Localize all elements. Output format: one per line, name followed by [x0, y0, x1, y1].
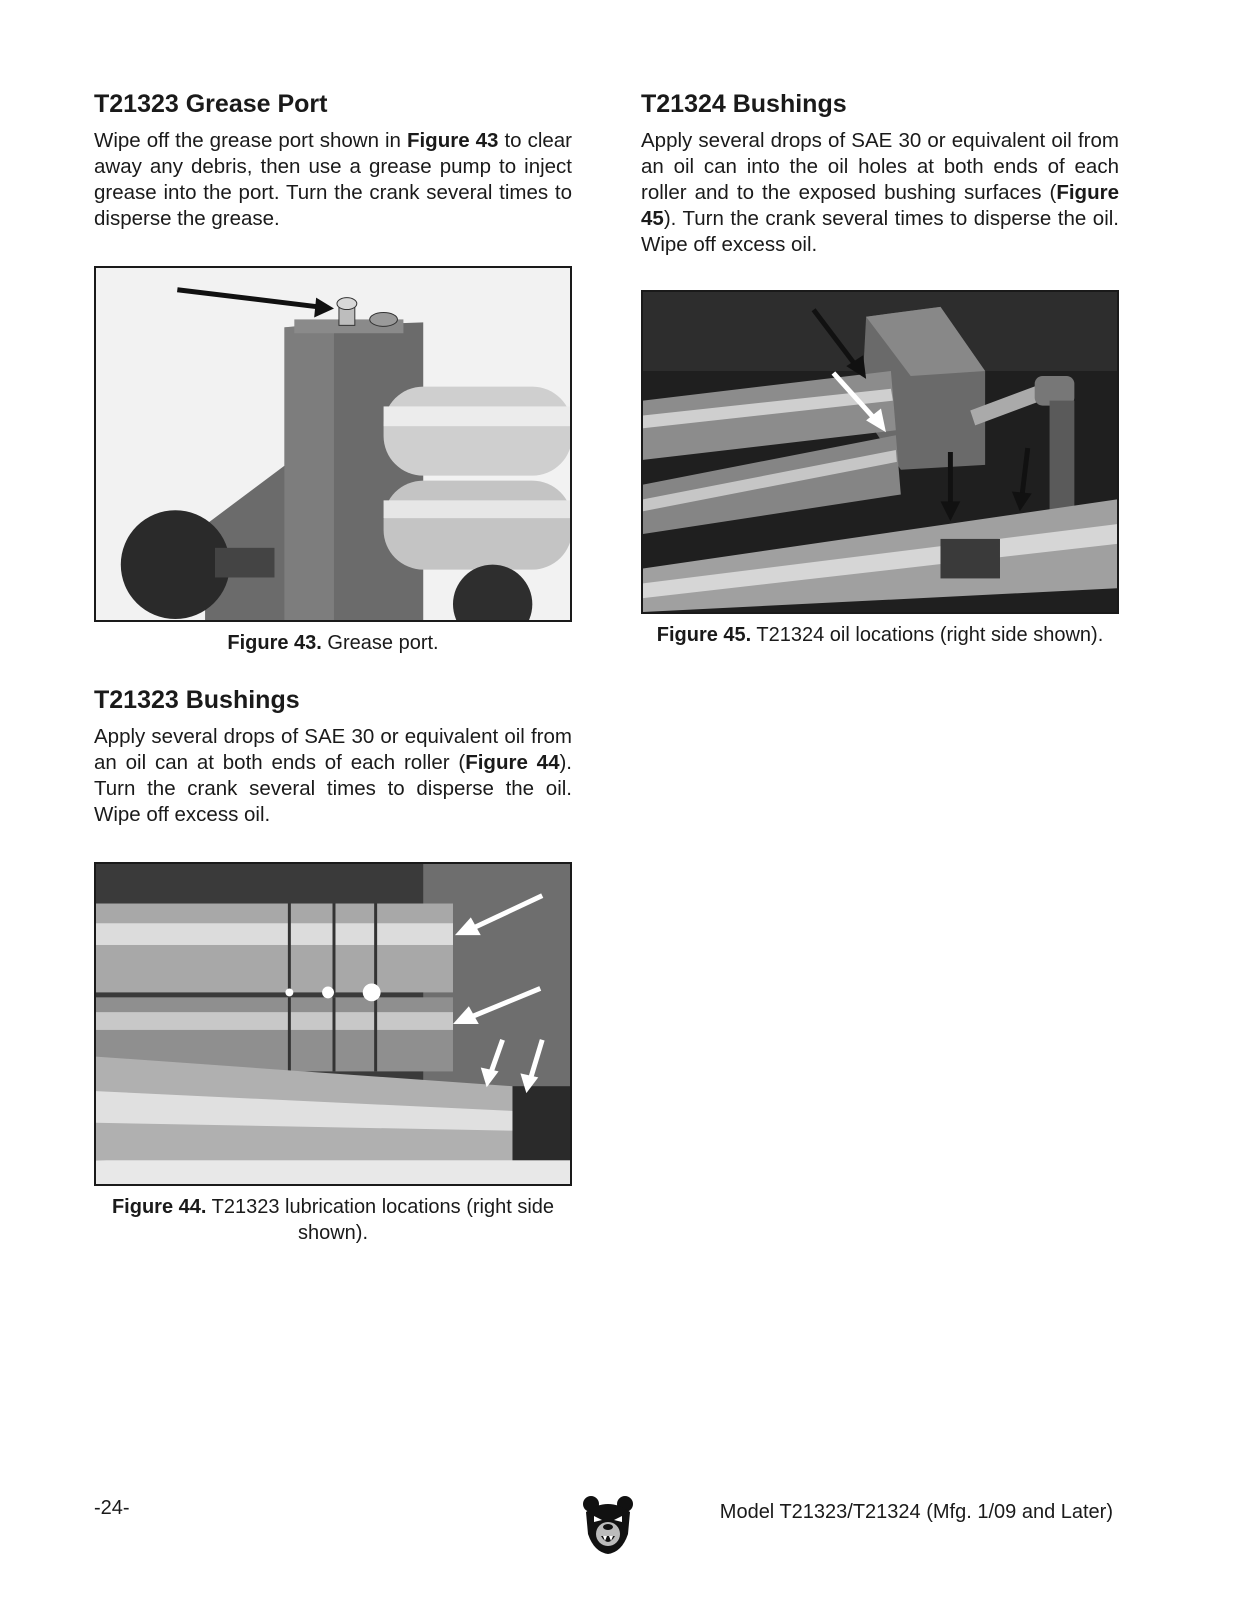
section-t21324-bushings: [641, 88, 1119, 258]
section-grease-port: [94, 88, 572, 232]
figure-43-photo: [94, 266, 572, 622]
model-footer: Model T21323/T21324 (Mfg. 1/09 and Later): [719, 1501, 1113, 1523]
figure-45-photo: [641, 290, 1119, 614]
figure-reference: Figure 44: [465, 751, 560, 774]
figure-reference: Figure 43: [406, 129, 499, 152]
section-heading: T21323 Bushings: [94, 686, 300, 714]
figure-44-caption: Figure 44. T21323 lubrication locations (right side shown).: [111, 1196, 555, 1244]
section-body: Apply several drops of SAE 30 or equivalent oil from an oil can into the oil holes at both ends of each roller and to the exposed bushing surfaces (Figure 45). Turn the crank several times to disperse the oil. Wipe off excess oil.: [641, 129, 1119, 256]
section-t21323-bushings: [94, 684, 572, 828]
section-heading: T21324 Bushings: [641, 90, 847, 118]
bear-head-icon: [582, 1494, 634, 1556]
section-body: Wipe off the grease port shown in Figure 43 to clear away any debris, then use a grease pump to inject grease into the port. Turn the crank several times to disperse the grease.: [94, 129, 573, 230]
section-body: Apply several drops of SAE 30 or equivalent oil from an oil can at both ends of each roller (Figure 44). Turn the crank several times to disperse the oil. Wipe off excess oil.: [94, 725, 573, 826]
page-number: -24-: [94, 1497, 130, 1519]
figure-44-photo: [94, 862, 572, 1186]
right-column: [641, 88, 1119, 648]
figure-45-caption: Figure 45. T21324 oil locations (right side shown).: [656, 624, 1104, 646]
figure-43-caption: Figure 43. Grease port.: [227, 632, 439, 654]
section-heading: T21323 Grease Port: [94, 90, 328, 118]
figure-reference: Figure 45: [641, 181, 1119, 230]
left-column: [94, 88, 572, 1246]
